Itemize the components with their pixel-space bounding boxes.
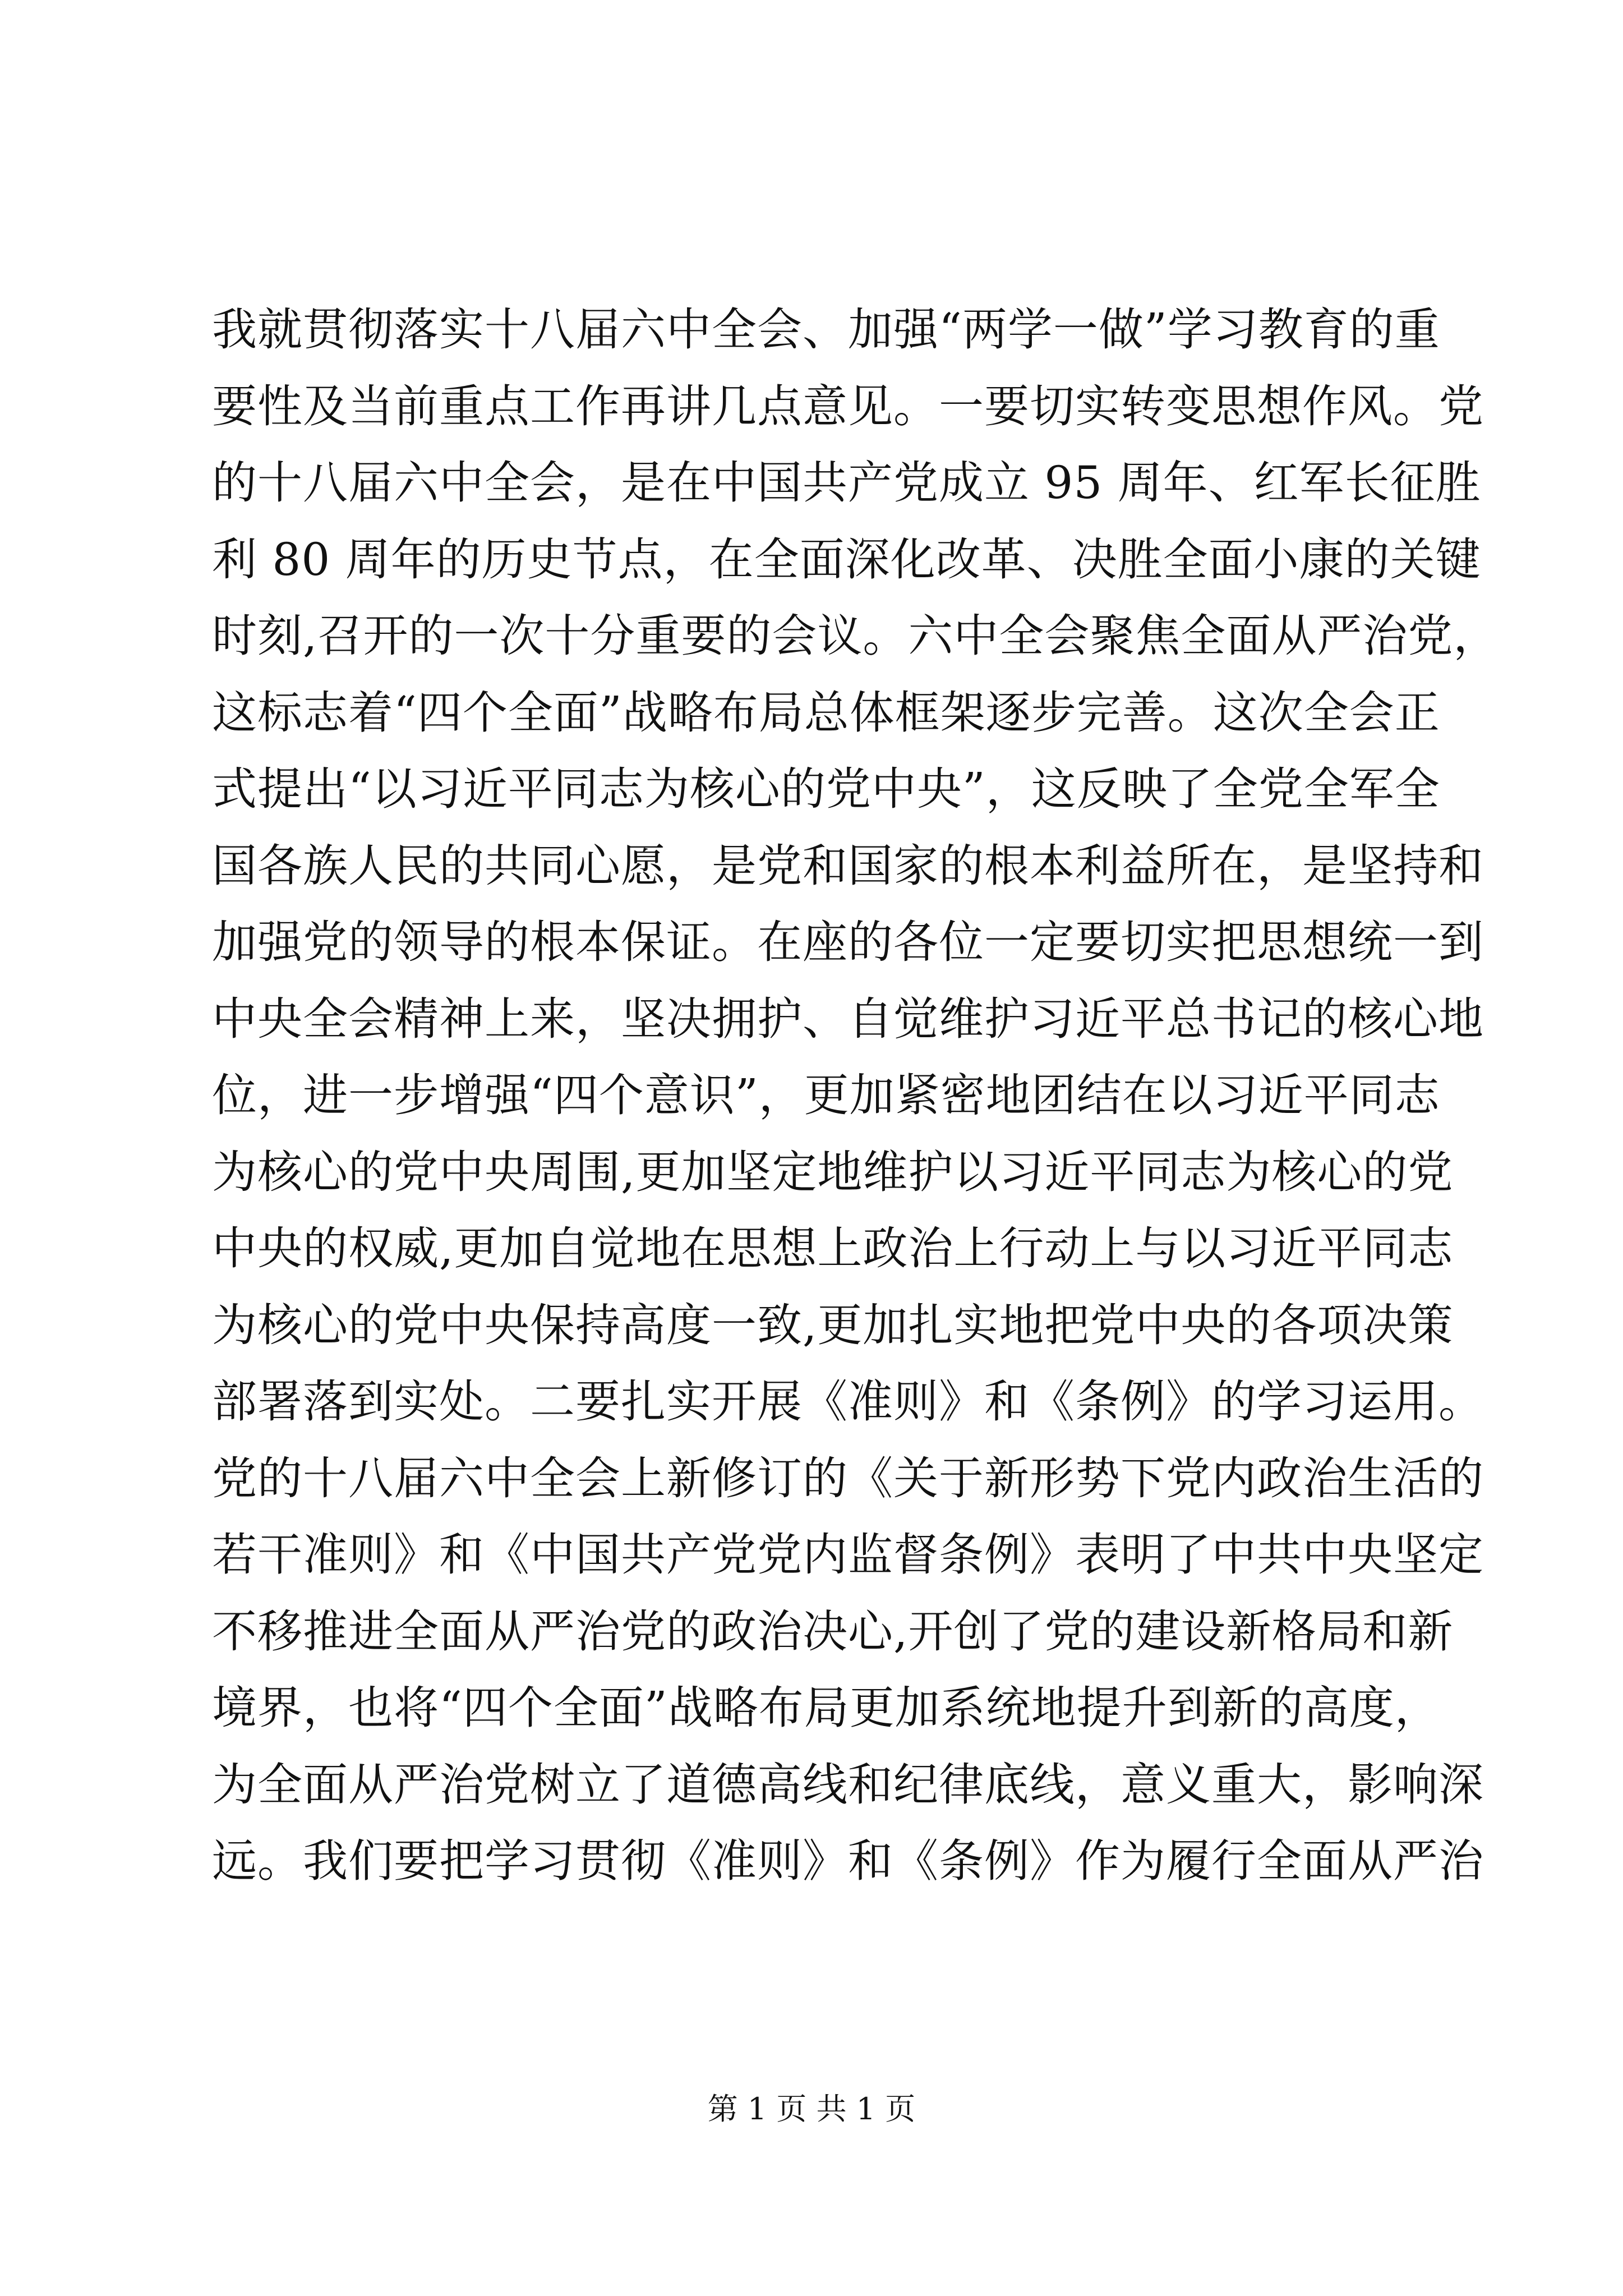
text-line: 要性及当前重点工作再讲几点意见。一要切实转变思想作风。党 [212, 380, 1484, 432]
page-footer [0, 2087, 1623, 2132]
text-line: 中央的权威,更加自觉地在思想上政治上行动上与以习近平同志 [212, 1222, 1454, 1274]
text-line: 时刻,召开的一次十分重要的会议。六中全会聚焦全面从严治党， [212, 610, 1499, 662]
text-line: 为核心的党中央保持高度一致,更加扎实地把党中央的各项决策 [212, 1299, 1454, 1351]
text-line: 部署落到实处。二要扎实开展《准则》和《条例》的学习运用。 [212, 1375, 1484, 1428]
text-line: 党的十八届六中全会上新修订的《关于新形势下党内政治生活的 [212, 1452, 1484, 1504]
text-line: 为核心的党中央周围,更加坚定地维护以习近平同志为核心的党 [212, 1145, 1454, 1198]
text-line: 我就贯彻落实十八届六中全会、加强“两学一做”学习教育的重 [212, 303, 1440, 356]
text-line: 利 80 周年的历史节点，在全面深化改革、决胜全面小康的关键 [212, 533, 1481, 586]
text-line: 境界，也将“四个全面”战略布局更加系统地提升到新的高度， [212, 1682, 1440, 1734]
text-line: 式提出“以习近平同志为核心的党中央”，这反映了全党全军全 [212, 763, 1440, 815]
text-line: 远。我们要把学习贯彻《准则》和《条例》作为履行全面从严治 [212, 1835, 1484, 1887]
body-paragraph [212, 292, 1499, 1900]
text-line: 若干准则》和《中国共产党党内监督条例》表明了中共中央坚定 [212, 1529, 1484, 1581]
text-line: 的十八届六中全会，是在中国共产党成立 95 周年、红军长征胜 [212, 457, 1481, 509]
text-line: 加强党的领导的根本保证。在座的各位一定要切实把思想统一到 [212, 916, 1484, 968]
text-line: 位，进一步增强“四个意识”，更加紧密地团结在以习近平同志 [212, 1069, 1440, 1121]
text-line: 国各族人民的共同心愿，是党和国家的根本利益所在，是坚持和 [212, 839, 1484, 892]
text-line: 为全面从严治党树立了道德高线和纪律底线，意义重大，影响深 [212, 1758, 1484, 1811]
page-number-label: 第 1 页 共 1 页 [707, 2091, 916, 2127]
text-line: 这标志着“四个全面”战略布局总体框架逐步完善。这次全会正 [212, 686, 1440, 739]
text-line: 不移推进全面从严治党的政治决心,开创了党的建设新格局和新 [212, 1605, 1454, 1658]
text-line: 中央全会精神上来，坚决拥护、自觉维护习近平总书记的核心地 [212, 992, 1484, 1045]
